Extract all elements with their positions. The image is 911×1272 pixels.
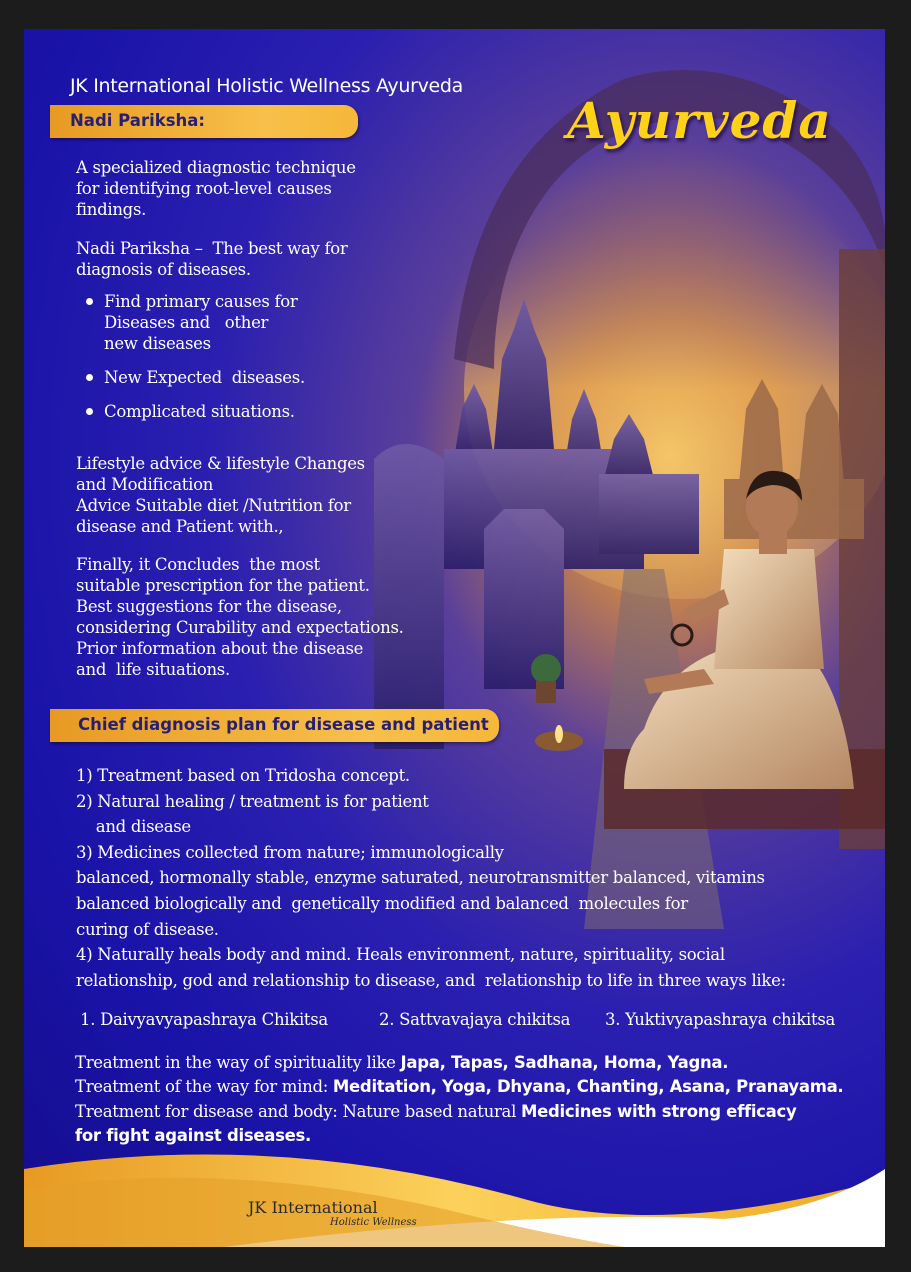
treatment-spirituality: Treatment in the way of spirituality like Japa, Tapas, Sadhana, Homa, Yagna. xyxy=(75,1053,729,1072)
treatment-mind: Treatment of the way for mind: Meditation, Yoga, Dhyana, Chanting, Asana, Pranayama. xyxy=(75,1077,844,1096)
bullet-item: Find primary causes for Diseases and other new diseases xyxy=(82,291,305,354)
treatment-body: Treatment for disease and body: Nature based natural Medicines with strong efficacy xyxy=(75,1102,797,1121)
plan-text: 1) Treatment based on Tridosha concept. 2) Natural healing / treatment is for patient and disease 3) Medicines collected from nature; immunologically balanced, hormonally stable, enzyme saturated, neurotransmitter balanced, vitamins balanced biologically and genetically modified and balanced molecules for curing of disease. 4) Naturally heals body and mind. Heals environment, nature, spirituality, social relationship, god and relationship to disease, and relationship to life in three ways like: xyxy=(76,766,786,990)
nadi-pariksha-heading-tag xyxy=(50,105,358,138)
bullet-item: New Expected diseases. xyxy=(82,367,305,388)
lifestyle-text: Lifestyle advice & lifestyle Changes and Modification Advice Suitable diet /Nutrition for disease and Patient with., xyxy=(76,454,365,536)
way-2: 2. Sattvavajaya chikitsa xyxy=(379,1010,571,1029)
brand-title: JK International Holistic Wellness Ayurveda xyxy=(70,75,464,97)
intro-text: A specialized diagnostic technique for identifying root-level causes findings. xyxy=(76,158,356,219)
poster xyxy=(24,29,885,1247)
chief-plan-heading: Chief diagnosis plan for disease and patient xyxy=(78,715,489,734)
ayurveda-title: Ayurveda xyxy=(567,91,832,150)
treatment-body-cont: for fight against diseases. xyxy=(75,1126,311,1145)
footer-brand: JK International xyxy=(248,1198,378,1217)
nadi-pariksha-heading: Nadi Pariksha: xyxy=(70,111,206,130)
bullet-item: Complicated situations. xyxy=(82,401,305,422)
chief-plan-heading-tag xyxy=(50,709,499,742)
diagnosis-bullets xyxy=(82,291,305,435)
conclusion-text: Finally, it Concludes the most suitable prescription for the patient. Best suggestions for the disease, considering Curability and expectations. Prior information about the disease and life situations. xyxy=(76,555,404,679)
footer-subtitle: Holistic Wellness xyxy=(330,1217,417,1228)
way-1: 1. Daivyavyapashraya Chikitsa xyxy=(80,1010,328,1029)
way-3: 3. Yuktivyapashraya chikitsa xyxy=(605,1010,836,1029)
lead-text: Nadi Pariksha – The best way for diagnosis of diseases. xyxy=(76,239,348,279)
